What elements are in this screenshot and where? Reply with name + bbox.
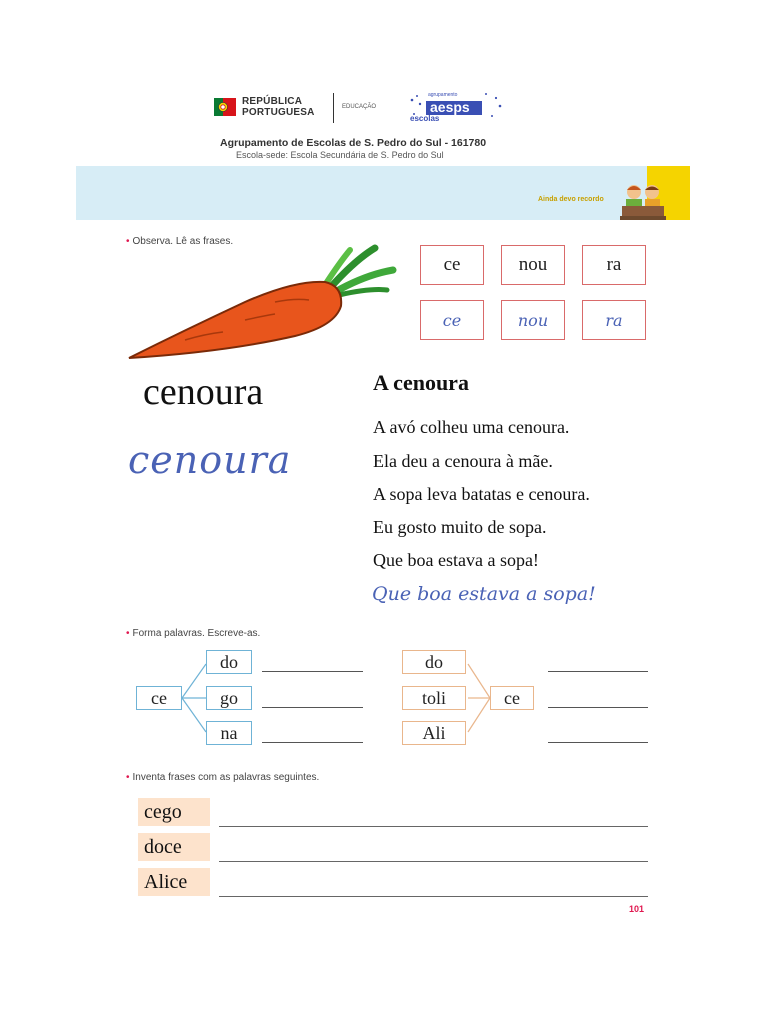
bullet-icon: •: [126, 628, 130, 639]
start-box: Ali: [402, 721, 466, 745]
story-line: Ela deu a cenoura à mãe.: [373, 451, 553, 471]
start-box: toli: [402, 686, 466, 710]
bullet-icon: •: [126, 236, 130, 247]
word-prompt-box: Alice: [138, 868, 210, 896]
syllable-cursive-box: ra: [582, 300, 646, 340]
government-name: [242, 96, 315, 118]
ending-box: do: [206, 650, 252, 674]
syllable-box: ce: [420, 245, 484, 285]
instruction-inventa: [126, 772, 319, 783]
story-cursive-line: Que boa estava a sopa!: [372, 583, 596, 605]
page-number: 101: [629, 904, 645, 914]
story-line: Eu gosto muito de sopa.: [373, 517, 547, 537]
portugal-flag-icon: [214, 96, 236, 118]
story-line: Que boa estava a sopa!: [373, 550, 539, 570]
sentence-line[interactable]: [219, 896, 648, 897]
answer-line[interactable]: [548, 671, 648, 672]
aesps-brand-text: aesps: [430, 99, 470, 115]
root-syllable-box: ce: [490, 686, 534, 710]
sentence-line[interactable]: [219, 861, 648, 862]
answer-line[interactable]: [548, 742, 648, 743]
educacao-label: EDUCAÇÃO: [342, 104, 377, 110]
republica-text: REPÚBLICA: [242, 96, 303, 107]
root-syllable-box: ce: [136, 686, 182, 710]
instruction-forma: [126, 628, 260, 639]
school-name: Agrupamento de Escolas de S. Pedro do Sul - 161780: [220, 137, 487, 149]
bullet-icon: •: [126, 772, 130, 783]
syllable-box: ra: [582, 245, 646, 285]
word-cursive: cenoura: [128, 438, 292, 482]
aesps-bottom-text: escolas: [410, 114, 440, 123]
carrot-illustration: [125, 240, 400, 365]
aesps-top-text: agrupamento: [428, 92, 458, 98]
ending-box: na: [206, 721, 252, 745]
answer-line[interactable]: [262, 707, 363, 708]
word-prompt-box: doce: [138, 833, 210, 861]
instruction-text: Inventa frases com as palavras seguintes.: [132, 772, 320, 783]
story-line: A sopa leva batatas e cenoura.: [373, 484, 590, 504]
syllable-cursive-box: nou: [501, 300, 565, 340]
instruction-text: Forma palavras. Escreve-as.: [132, 628, 261, 639]
school-seat: Escola-sede: Escola Secundária de S. Pedro do Sul: [236, 150, 444, 160]
sentence-line[interactable]: [219, 826, 648, 827]
banner-label: Ainda devo recordo: [538, 196, 604, 203]
answer-line[interactable]: [548, 707, 648, 708]
start-box: do: [402, 650, 466, 674]
header-divider: [333, 93, 334, 123]
section-banner: [76, 166, 690, 220]
answer-line[interactable]: [262, 671, 363, 672]
syllable-cursive-box: ce: [420, 300, 484, 340]
answer-line[interactable]: [262, 742, 363, 743]
story-line: A avó colheu uma cenoura.: [373, 417, 570, 437]
right-connector-lines: [466, 660, 492, 740]
instruction-text: Observa. Lê as frases.: [132, 236, 234, 247]
ending-box: go: [206, 686, 252, 710]
word-prompt-box: cego: [138, 798, 210, 826]
kids-reading-icon: [618, 182, 668, 222]
story-title: A cenoura: [373, 370, 469, 395]
syllable-box: nou: [501, 245, 565, 285]
word-print: cenoura: [143, 371, 264, 413]
portuguesa-text: PORTUGUESA: [242, 107, 315, 118]
